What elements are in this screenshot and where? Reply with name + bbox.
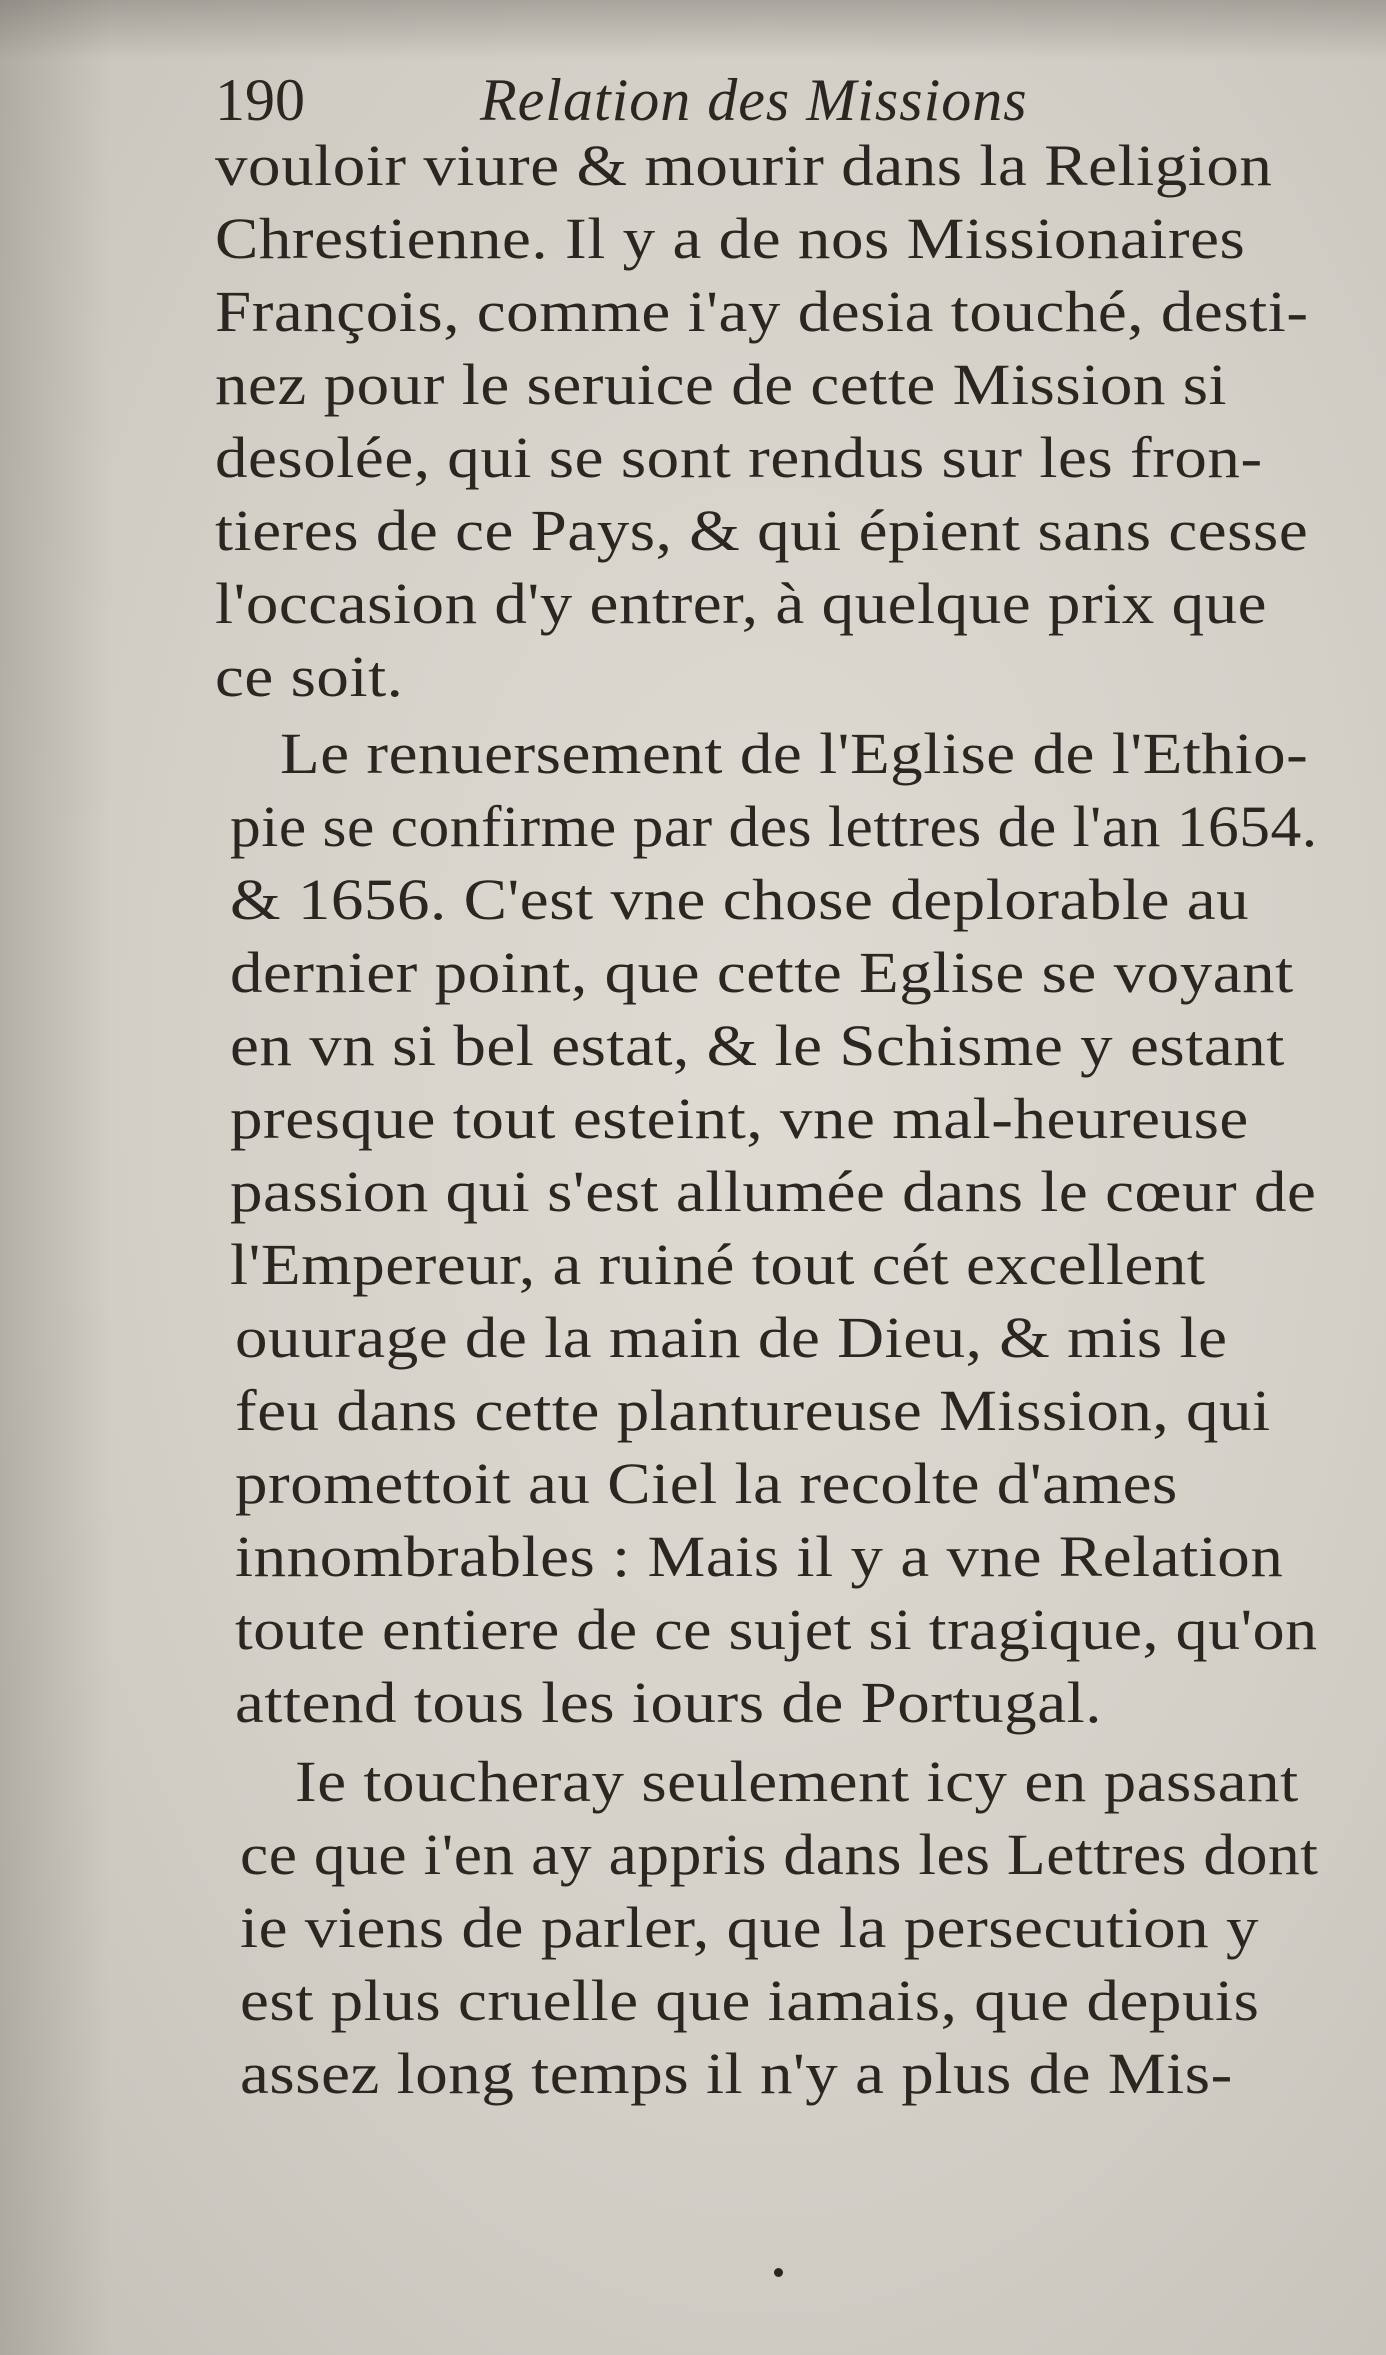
text-line: ouurage de la main de Dieu, & mis le [235, 1305, 1228, 1370]
text-line: François, comme i'ay desia touché, desti- [215, 279, 1309, 344]
text-line: Le renuersement de l'Eglise de l'Ethio- [280, 721, 1309, 786]
text-line: Chrestienne. Il y a de nos Missionaires [215, 206, 1246, 271]
text-line: toute entiere de ce sujet si tragique, qu'on [235, 1597, 1318, 1662]
text-line: en vn si bel estat, & le Schisme y estant [230, 1013, 1285, 1078]
text-line: l'occasion d'y entrer, à quelque prix que [215, 571, 1268, 636]
text-line: nez pour le seruice de cette Mission si [215, 352, 1228, 417]
text-line: vouloir viure & mourir dans la Religion [215, 133, 1273, 198]
text-line: est plus cruelle que iamais, que depuis [240, 1968, 1260, 2033]
text-line: Ie toucheray seulement icy en passant [295, 1749, 1299, 1814]
running-title: Relation des Missions [480, 67, 1028, 133]
text-line: ce que i'en ay appris dans les Lettres dont [240, 1822, 1319, 1887]
text-line: dernier point, que cette Eglise se voyant [230, 940, 1294, 1005]
text-line: desolée, qui se sont rendus sur les fron- [215, 425, 1263, 490]
text-line: assez long temps il n'y a plus de Mis- [240, 2041, 1233, 2106]
text-line: ce soit. [215, 644, 404, 709]
text-line: feu dans cette plantureuse Mission, qui [235, 1378, 1271, 1443]
text-line: ie viens de parler, que la persecution y [240, 1895, 1260, 1960]
text-line: attend tous les iours de Portugal. [235, 1670, 1103, 1735]
text-line: & 1656. C'est vne chose deplorable au [230, 867, 1250, 932]
page-number: 190 [215, 67, 305, 133]
text-line: promettoit au Ciel la recolte d'ames [235, 1451, 1178, 1516]
text-line: pie se confirme par des lettres de l'an 1654. [230, 794, 1318, 859]
ink-dot [774, 2268, 783, 2277]
text-line: innombrables : Mais il y a vne Relation [235, 1524, 1284, 1589]
text-line: presque tout esteint, vne mal-heureuse [230, 1086, 1249, 1151]
text-line: passion qui s'est allumée dans le cœur de [230, 1159, 1317, 1224]
page-header [215, 60, 1315, 140]
text-line: l'Empereur, a ruiné tout cét excellent [230, 1232, 1206, 1297]
text-line: tieres de ce Pays, & qui épient sans cesse [215, 498, 1309, 563]
